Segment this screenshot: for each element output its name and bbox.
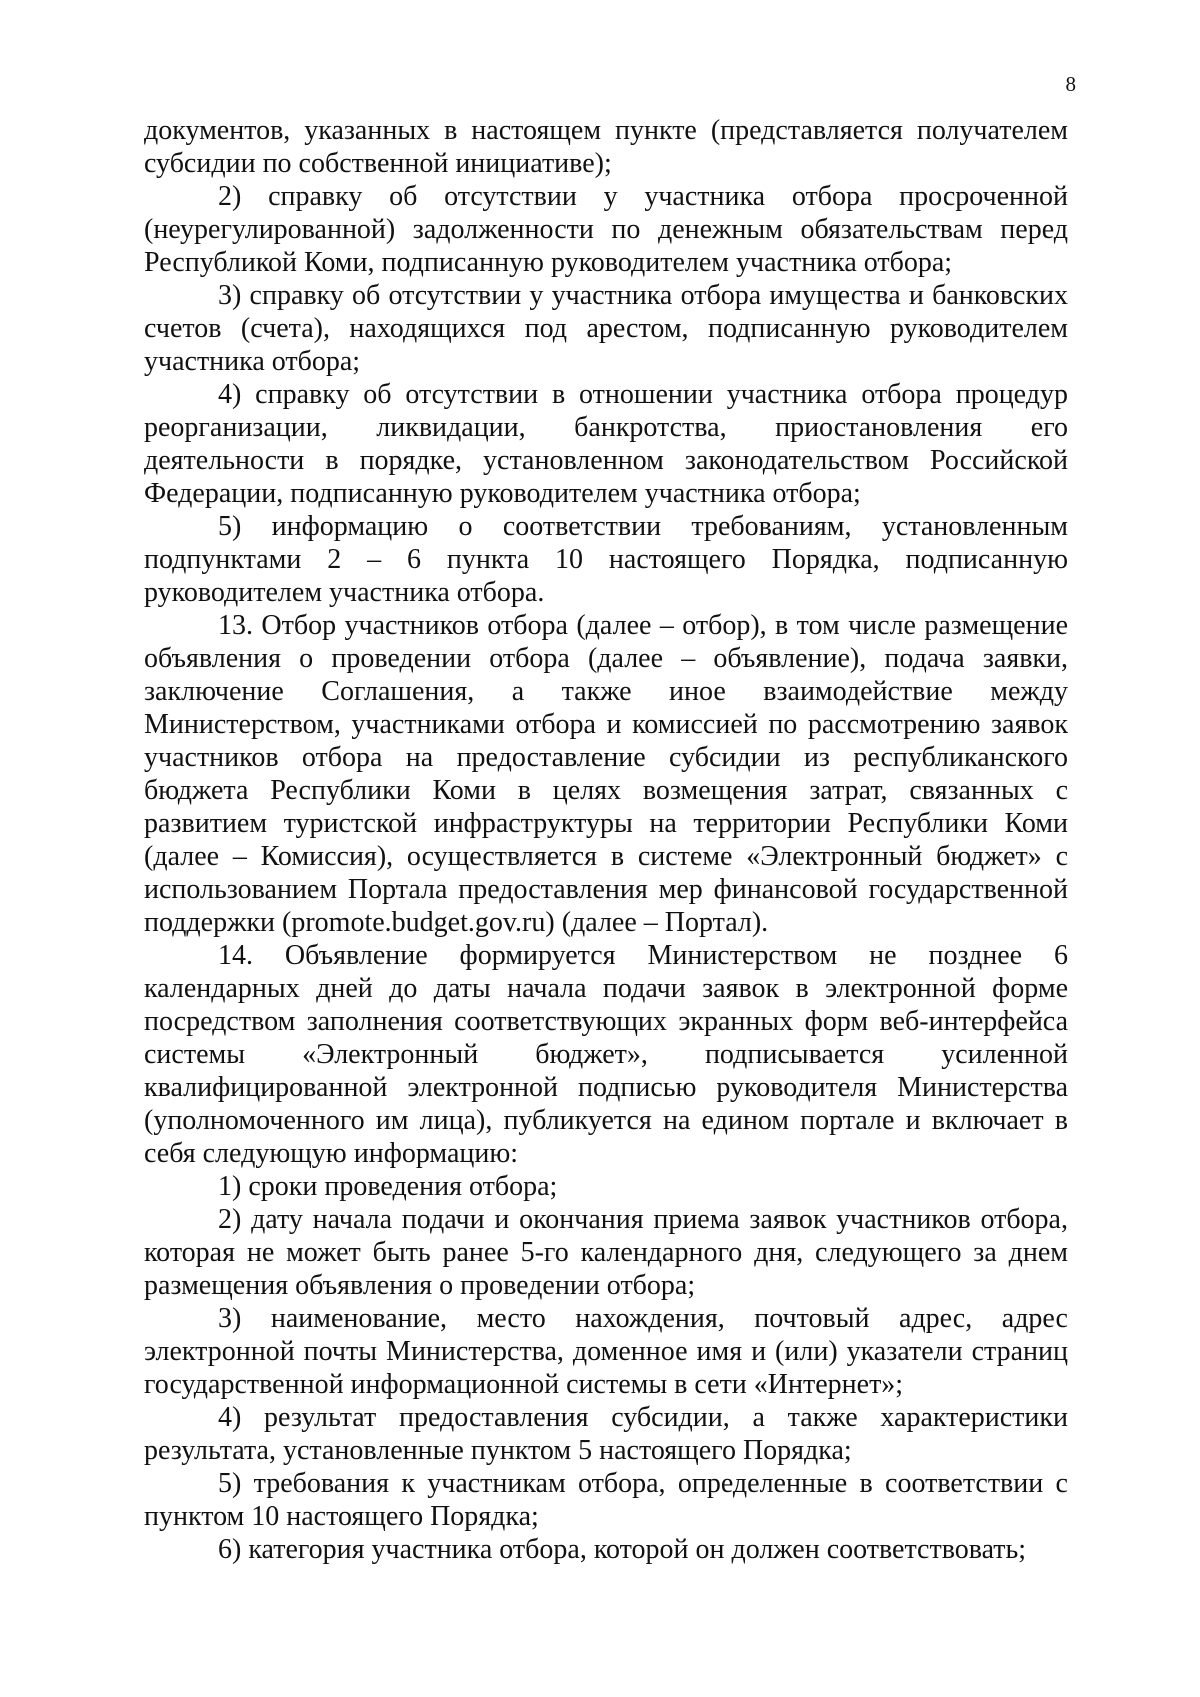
paragraph-subitem-1: 1) сроки проведения отбора;	[218, 1171, 558, 1202]
paragraph-point-14: 14. Объявление формируется Министерством не позднее 6 календарных дней до даты начала подачи заявок в электронной форме посредством заполнения соответствующих экранных форм веб-интерфейса системы «Электронный бюджет», подписывается усиленной квалифицированной электронной подписью руководителя Министерства (уполномоченного им лица), публикуется на едином портале и включает в себя следующую информацию:	[144, 940, 1068, 1169]
paragraph-item-2: 2) справку об отсутствии у участника отбора просроченной (неурегулированной) задолженности по денежным обязательствам перед Республикой Коми, подписанную руководителем участника отбора;	[144, 181, 1068, 278]
paragraph-point-13: 13. Отбор участников отбора (далее – отбор), в том числе размещение объявления о проведении отбора (далее – объявление), подача заявки, заключение Соглашения, а также иное взаимодействие между Министерством, участниками отбора и комиссией по рассмотрению заявок участников отбора на предоставление субсидии из республиканского бюджета Республики Коми в целях возмещения затрат, связанных с развитием туристской инфраструктуры на территории Республики Коми (далее – Комиссия), осуществляется в системе «Электронный бюджет» с использованием Портала предоставления мер финансовой государственной поддержки (promote.budget.gov.ru) (далее – Портал).	[144, 610, 1068, 938]
paragraph-continuation: документов, указанных в настоящем пункте (представляется получателем субсидии по собственной инициативе);	[144, 115, 1068, 179]
paragraph-subitem-5: 5) требования к участникам отбора, определенные в соответствии с пунктом 10 настоящего Порядка;	[144, 1468, 1068, 1532]
paragraph-subitem-3: 3) наименование, место нахождения, почтовый адрес, адрес электронной почты Министерства, доменное имя и (или) указатели страниц государственной информационной системы в сети «Интернет»;	[144, 1303, 1068, 1400]
paragraph-subitem-6: 6) категория участника отбора, которой он должен соответствовать;	[218, 1534, 1027, 1565]
paragraph-item-3: 3) справку об отсутствии у участника отбора имущества и банковских счетов (счета), находящихся под арестом, подписанную руководителем участника отбора;	[144, 280, 1068, 377]
paragraph-subitem-2: 2) дату начала подачи и окончания приема заявок участников отбора, которая не может быть ранее 5-го календарного дня, следующего за днем размещения объявления о проведении отбора;	[144, 1204, 1068, 1301]
page-number: 8	[1065, 72, 1076, 96]
paragraph-item-5: 5) информацию о соответствии требованиям, установленным подпунктами 2 – 6 пункта 10 настоящего Порядка, подписанную руководителем участника отбора.	[144, 511, 1068, 608]
paragraph-subitem-4: 4) результат предоставления субсидии, а также характеристики результата, установленные пунктом 5 настоящего Порядка;	[144, 1402, 1068, 1466]
paragraph-item-4: 4) справку об отсутствии в отношении участника отбора процедур реорганизации, ликвидации, банкротства, приостановления его деятельности в порядке, установленном законодательством Российской Федерации, подписанную руководителем участника отбора;	[144, 379, 1068, 509]
document-body	[144, 114, 1068, 1566]
